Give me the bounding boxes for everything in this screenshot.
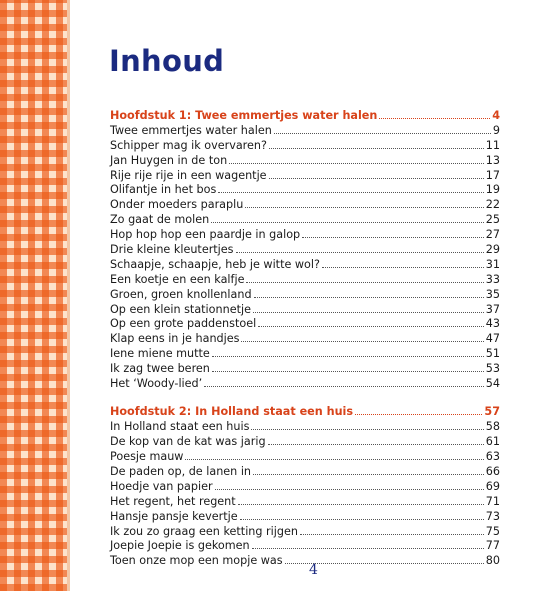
toc-entry[interactable] — [110, 183, 500, 198]
page-number: 4 — [309, 562, 318, 578]
toc-entry-page: 51 — [485, 347, 500, 361]
toc-entry[interactable] — [110, 198, 500, 213]
toc-entry-page: 19 — [485, 183, 500, 197]
toc-entry-title: Poesje mauw — [110, 450, 184, 464]
toc-entry[interactable] — [110, 554, 500, 569]
toc-entry[interactable] — [110, 228, 500, 243]
dot-leader — [218, 191, 483, 193]
toc-entry-page: 75 — [485, 524, 500, 538]
chapter-heading-page: 4 — [492, 109, 500, 122]
toc-entry[interactable] — [110, 258, 500, 273]
toc-entry-title: Joepie Joepie is gekomen — [110, 539, 250, 553]
toc-entry-page: 33 — [485, 272, 500, 286]
dot-leader — [269, 147, 484, 149]
toc-entry-page: 27 — [485, 228, 500, 242]
toc-entry-title: Jan Huygen in de ton — [110, 153, 228, 167]
toc-entry-title: Rije rije rije in een wagentje — [110, 168, 267, 182]
toc-entry-title: Olifantje in het bos — [110, 183, 217, 197]
gingham-border-edge — [67, 0, 70, 591]
toc-entry-page: 43 — [485, 317, 500, 331]
toc-entry-title: Het regent, het regent — [110, 494, 236, 508]
toc-entry-page: 17 — [485, 168, 500, 182]
toc-entry[interactable] — [110, 525, 500, 540]
toc-entry-page: 63 — [485, 450, 500, 464]
toc-entry-page: 61 — [485, 435, 500, 449]
toc-entry-page: 69 — [485, 479, 500, 493]
dot-leader — [355, 413, 482, 415]
dot-leader — [302, 236, 484, 238]
toc-entry[interactable] — [110, 332, 500, 347]
dot-leader — [211, 221, 484, 223]
toc-entry-page: 37 — [485, 302, 500, 316]
toc-entry[interactable] — [110, 169, 500, 184]
toc-entry-title: De paden op, de lanen in — [110, 464, 252, 478]
toc-entry-title: Ik zou zo graag een ketting rijgen — [110, 524, 298, 538]
toc-entry-title: Drie kleine kleutertjes — [110, 243, 234, 257]
toc-entry[interactable] — [110, 465, 500, 480]
toc-entry[interactable] — [110, 495, 500, 510]
table-of-contents — [110, 109, 500, 583]
toc-entry-title: Op een grote paddenstoel — [110, 317, 257, 331]
toc-entry[interactable] — [110, 539, 500, 554]
toc-entry[interactable] — [110, 139, 500, 154]
toc-entry[interactable] — [110, 420, 500, 435]
dot-leader — [253, 473, 484, 475]
toc-entry-page: 11 — [485, 138, 500, 152]
toc-entry-page: 77 — [485, 539, 500, 553]
toc-entry[interactable] — [110, 435, 500, 450]
toc-entry-title: Hansje pansje kevertje — [110, 509, 238, 523]
dot-leader — [251, 428, 483, 430]
toc-entry-page: 73 — [485, 509, 500, 523]
toc-entry[interactable] — [110, 450, 500, 465]
toc-entry-title: Toen onze mop een mopje was — [110, 554, 283, 568]
dot-leader — [269, 177, 484, 179]
toc-entry[interactable] — [110, 303, 500, 318]
chapter-heading[interactable] — [110, 405, 500, 420]
toc-entry-title: Hoedje van papier — [110, 479, 213, 493]
toc-entry-title: Klap eens in je handjes — [110, 332, 240, 346]
toc-entry[interactable] — [110, 480, 500, 495]
chapter-heading-title: Hoofdstuk 1: Twee emmertjes water halen — [110, 109, 378, 122]
chapter-block — [110, 109, 500, 392]
toc-entry[interactable] — [110, 273, 500, 288]
toc-entry-title: Zo gaat de molen — [110, 213, 210, 227]
toc-entry-title: Ik zag twee beren — [110, 362, 210, 376]
toc-entry-title: Hop hop hop een paardje in galop — [110, 228, 301, 242]
toc-entry[interactable] — [110, 288, 500, 303]
dot-leader — [274, 132, 491, 134]
toc-entry-page: 71 — [485, 494, 500, 508]
toc-entry[interactable] — [110, 213, 500, 228]
toc-entry-title: In Holland staat een huis — [110, 420, 250, 434]
dot-leader — [246, 281, 483, 283]
toc-entry[interactable] — [110, 377, 500, 392]
dot-leader — [268, 443, 484, 445]
dot-leader — [241, 340, 483, 342]
dot-leader — [204, 385, 484, 387]
toc-entry-title: Een koetje en een kalfje — [110, 272, 245, 286]
toc-entry-page: 29 — [485, 243, 500, 257]
toc-entry-title: De kop van de kat was jarig — [110, 435, 266, 449]
dot-leader — [238, 503, 484, 505]
toc-entry[interactable] — [110, 154, 500, 169]
chapter-heading[interactable] — [110, 109, 500, 124]
page-title: Inhoud — [109, 44, 225, 78]
toc-entry[interactable] — [110, 243, 500, 258]
toc-entry-title: Het ‘Woody-lied’ — [110, 377, 203, 391]
toc-entry-title: Iene miene mutte — [110, 347, 210, 361]
toc-entry-page: 66 — [485, 464, 500, 478]
toc-entry-title: Op een klein stationnetje — [110, 302, 251, 316]
toc-entry-page: 80 — [485, 554, 500, 568]
dot-leader — [240, 518, 484, 520]
chapter-block — [110, 405, 500, 569]
dot-leader — [253, 311, 484, 313]
toc-entry-page: 47 — [485, 332, 500, 346]
dot-leader — [229, 162, 484, 164]
toc-entry[interactable] — [110, 510, 500, 525]
toc-entry[interactable] — [110, 362, 500, 377]
toc-entry[interactable] — [110, 124, 500, 139]
gingham-border — [0, 0, 67, 591]
toc-entry-page: 54 — [485, 377, 500, 391]
dot-leader — [185, 458, 483, 460]
toc-entry-title: Onder moeders paraplu — [110, 198, 244, 212]
toc-entry-title: Schaapje, schaapje, heb je witte wol? — [110, 257, 320, 271]
toc-entry-page: 22 — [485, 198, 500, 212]
dot-leader — [300, 533, 484, 535]
toc-entry[interactable] — [110, 317, 500, 332]
toc-entry-page: 13 — [485, 153, 500, 167]
toc-entry-title: Twee emmertjes water halen — [110, 123, 272, 137]
dot-leader — [236, 251, 484, 253]
toc-entry-page: 31 — [485, 257, 500, 271]
toc-entry-page: 9 — [492, 123, 500, 137]
toc-entry-page: 35 — [485, 287, 500, 301]
dot-leader — [212, 355, 484, 357]
toc-entry-title: Schipper mag ik overvaren? — [110, 138, 267, 152]
toc-entry-page: 53 — [485, 362, 500, 376]
dot-leader — [252, 547, 484, 549]
dot-leader — [258, 325, 484, 327]
toc-entry[interactable] — [110, 347, 500, 362]
dot-leader — [212, 370, 484, 372]
dot-leader — [254, 296, 484, 298]
toc-entry-title: Groen, groen knollenland — [110, 287, 252, 301]
toc-entry-page: 58 — [485, 420, 500, 434]
dot-leader — [379, 117, 490, 119]
toc-entry-page: 25 — [485, 213, 500, 227]
dot-leader — [245, 206, 483, 208]
dot-leader — [215, 488, 484, 490]
chapter-heading-page: 57 — [484, 405, 500, 419]
chapter-heading-title: Hoofdstuk 2: In Holland staat een huis — [110, 405, 354, 419]
dot-leader — [322, 266, 484, 268]
